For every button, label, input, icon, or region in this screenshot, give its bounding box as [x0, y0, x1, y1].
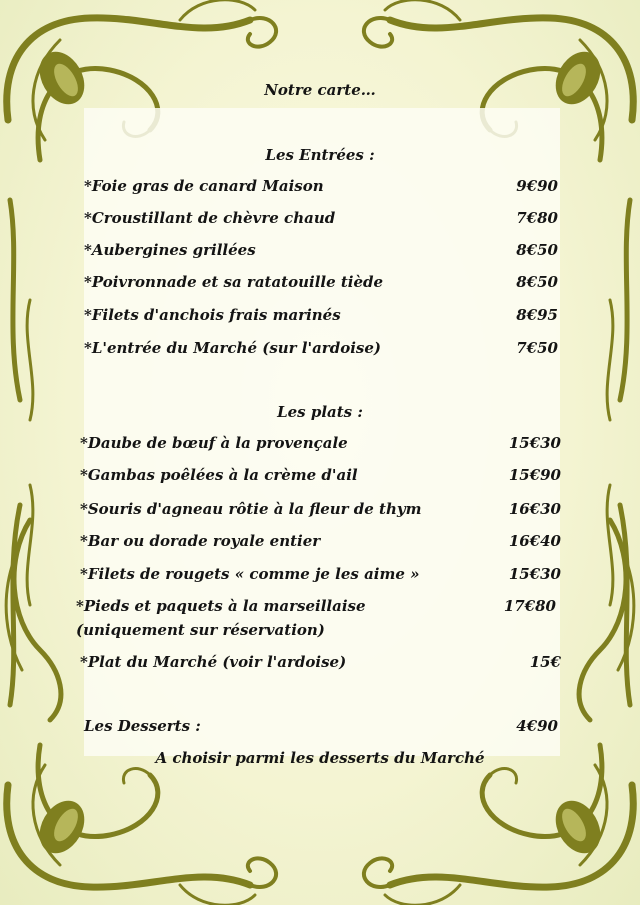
entree-item-name: *Aubergines grillées — [84, 241, 256, 259]
entree-item-price: 7€80 — [516, 209, 558, 227]
entree-item-name: *Croustillant de chèvre chaud — [84, 209, 336, 227]
entree-item-price: 8€50 — [516, 241, 558, 259]
plat-item-name: *Daube de bœuf à la provençale — [80, 434, 348, 452]
plat-item-price: 16€30 — [508, 500, 561, 518]
plat-item-price: 16€40 — [508, 532, 561, 550]
plat-item-price: 15€30 — [508, 434, 561, 452]
entree-item-price: 8€50 — [516, 273, 558, 291]
plats-heading: Les plats : — [277, 403, 363, 421]
entree-item-name: *Poivronnade et sa ratatouille tiède — [84, 273, 384, 291]
entree-item-name: *Filets d'anchois frais marinés — [84, 306, 341, 324]
plat-item-price: 15€30 — [508, 565, 561, 583]
menu-title: Notre carte… — [264, 81, 376, 99]
entree-item-price: 7€50 — [516, 339, 558, 357]
plat-item-name: *Bar ou dorade royale entier — [80, 532, 321, 550]
entree-item-name: *Foie gras de canard Maison — [84, 177, 324, 195]
desserts-note: A choisir parmi les desserts du Marché — [155, 749, 485, 767]
desserts-heading: Les Desserts : — [84, 717, 201, 735]
plat-item-note: (uniquement sur réservation) — [76, 621, 325, 639]
plat-item-price: 17€80 — [503, 597, 556, 615]
plat-item-name: *Plat du Marché (voir l'ardoise) — [80, 653, 347, 671]
desserts-price: 4€90 — [516, 717, 558, 735]
entree-item-price: 9€90 — [516, 177, 558, 195]
plat-item-name: *Filets de rougets « comme je les aime » — [80, 565, 420, 583]
entree-item-price: 8€95 — [516, 306, 558, 324]
plat-item-price: 15€ — [529, 653, 561, 671]
plat-item-name: *Souris d'agneau rôtie à la fleur de thym — [80, 500, 422, 518]
plat-item-name: *Pieds et paquets à la marseillaise — [76, 597, 366, 615]
plat-item-price: 15€90 — [508, 466, 561, 484]
plat-item-name: *Gambas poêlées à la crème d'ail — [80, 466, 358, 484]
entree-item-name: *L'entrée du Marché (sur l'ardoise) — [84, 339, 381, 357]
entrees-heading: Les Entrées : — [265, 146, 375, 164]
